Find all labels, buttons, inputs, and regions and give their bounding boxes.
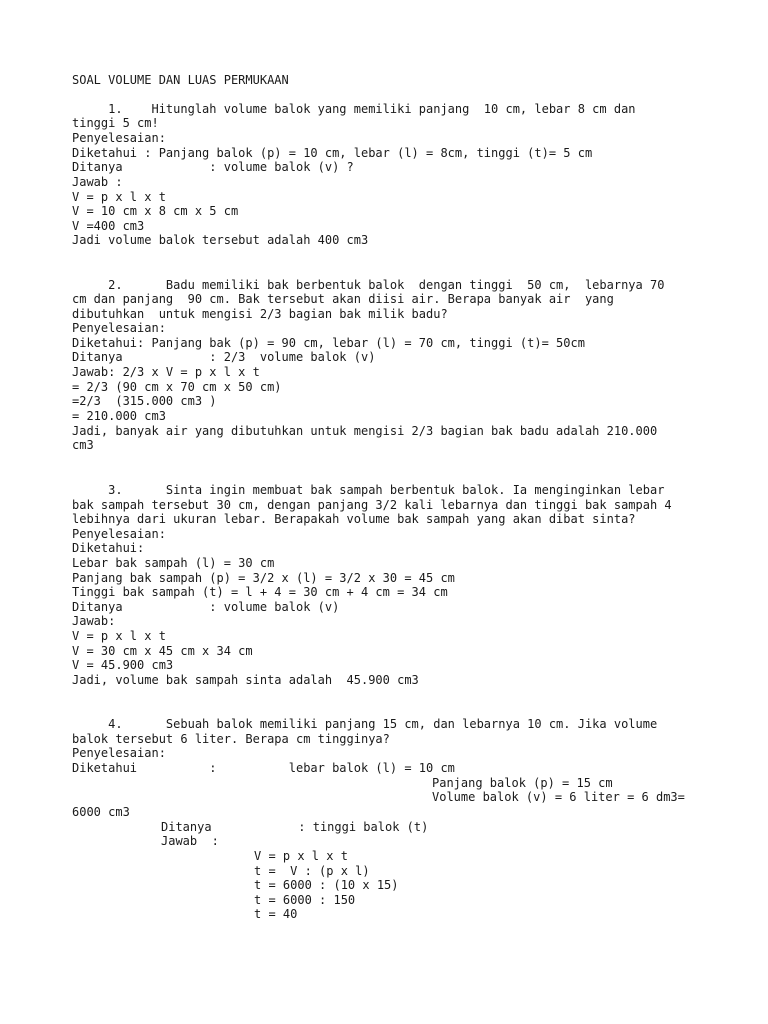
q2-text-line-1: 2. Badu memiliki bak berbentuk balok dengan tinggi 50 cm, lebarnya 70 (72, 278, 665, 292)
q3-text-line-2: bak sampah tersebut 30 cm, dengan panjang 3/2 kali lebarnya dan tinggi bak sampah 4 (72, 498, 672, 512)
q1-formula: V = p x l x t (72, 190, 166, 204)
q1-answer-label: Jawab : (72, 175, 123, 189)
q4-known-volume: Volume balok (v) = 6 liter = 6 dm3= (432, 790, 685, 804)
q3-substitution: V = 30 cm x 45 cm x 34 cm (72, 644, 253, 658)
q2-conclusion-line-1: Jadi, banyak air yang dibutuhkan untuk mengisi 2/3 bagian bak badu adalah 210.000 (72, 424, 658, 438)
q3-formula: V = p x l x t (72, 629, 166, 643)
q1-conclusion: Jadi volume balok tersebut adalah 400 cm3 (72, 233, 369, 247)
document-title: SOAL VOLUME DAN LUAS PERMUKAAN (72, 73, 289, 87)
q4-step: t = 6000 : 150 (254, 893, 356, 907)
q1-text-line-2: tinggi 5 cm! (72, 116, 159, 130)
q3-solution-label: Penyelesaian: (72, 527, 166, 541)
q3-result: V = 45.900 cm3 (72, 658, 174, 672)
q4-text-line-1: 4. Sebuah balok memiliki panjang 15 cm, dan lebarnya 10 cm. Jika volume (72, 717, 658, 731)
q4-substitution: t = 6000 : (10 x 15) (254, 878, 399, 892)
q2-asked: Ditanya : 2/3 volume balok (v) (72, 350, 376, 364)
q1-asked: Ditanya : volume balok (v) ? (72, 160, 354, 174)
q1-result: V =400 cm3 (72, 219, 145, 233)
q3-text-line-3: lebihnya dari ukuran lebar. Berapakah volume bak sampah yang akan dibat sinta? (72, 512, 636, 526)
q4-result: t = 40 (254, 907, 298, 921)
q3-conclusion: Jadi, volume bak sampah sinta adalah 45.900 cm3 (72, 673, 419, 687)
q2-result: = 210.000 cm3 (72, 409, 166, 423)
q3-known-label: Diketahui: (72, 541, 145, 555)
q2-conclusion-line-2: cm3 (72, 438, 94, 452)
q2-step-2: =2/3 (315.000 cm3 ) (72, 394, 217, 408)
q2-solution-label: Penyelesaian: (72, 321, 166, 335)
q1-substitution: V = 10 cm x 8 cm x 5 cm (72, 204, 239, 218)
q3-answer-label: Jawab: (72, 614, 116, 628)
q4-text-line-2: balok tersebut 6 liter. Berapa cm tingginya? (72, 732, 390, 746)
q1-text-line-1: 1. Hitunglah volume balok yang memiliki panjang 10 cm, lebar 8 cm dan (72, 102, 636, 116)
q2-text-line-3: dibutuhkan untuk mengisi 2/3 bagian bak milik badu? (72, 307, 448, 321)
q3-height: Tinggi bak sampah (t) = l + 4 = 30 cm + 4 cm = 34 cm (72, 585, 448, 599)
q4-formula: V = p x l x t (254, 849, 348, 863)
q2-known: Diketahui: Panjang bak (p) = 90 cm, lebar (l) = 70 cm, tinggi (t)= 50cm (72, 336, 585, 350)
q2-step-1: = 2/3 (90 cm x 70 cm x 50 cm) (72, 380, 282, 394)
q4-rearranged: t = V : (p x l) (254, 864, 370, 878)
q1-known: Diketahui : Panjang balok (p) = 10 cm, lebar (l) = 8cm, tinggi (t)= 5 cm (72, 146, 593, 160)
q4-known-width: Diketahui : lebar balok (l) = 10 cm (72, 761, 455, 775)
q4-answer-label: Jawab : (161, 834, 219, 848)
q3-text-line-1: 3. Sinta ingin membuat bak sampah berbentuk balok. Ia menginginkan lebar (72, 483, 665, 497)
q3-width: Lebar bak sampah (l) = 30 cm (72, 556, 275, 570)
q3-length: Panjang bak sampah (p) = 3/2 x (l) = 3/2 x 30 = 45 cm (72, 571, 455, 585)
q4-solution-label: Penyelesaian: (72, 746, 166, 760)
q2-answer-formula: Jawab: 2/3 x V = p x l x t (72, 365, 260, 379)
q3-asked: Ditanya : volume balok (v) (72, 600, 340, 614)
q4-known-volume-cont: 6000 cm3 (72, 805, 130, 819)
q1-solution-label: Penyelesaian: (72, 131, 166, 145)
q4-asked: Ditanya : tinggi balok (t) (161, 820, 429, 834)
q2-text-line-2: cm dan panjang 90 cm. Bak tersebut akan diisi air. Berapa banyak air yang (72, 292, 614, 306)
q4-known-length: Panjang balok (p) = 15 cm (432, 776, 613, 790)
